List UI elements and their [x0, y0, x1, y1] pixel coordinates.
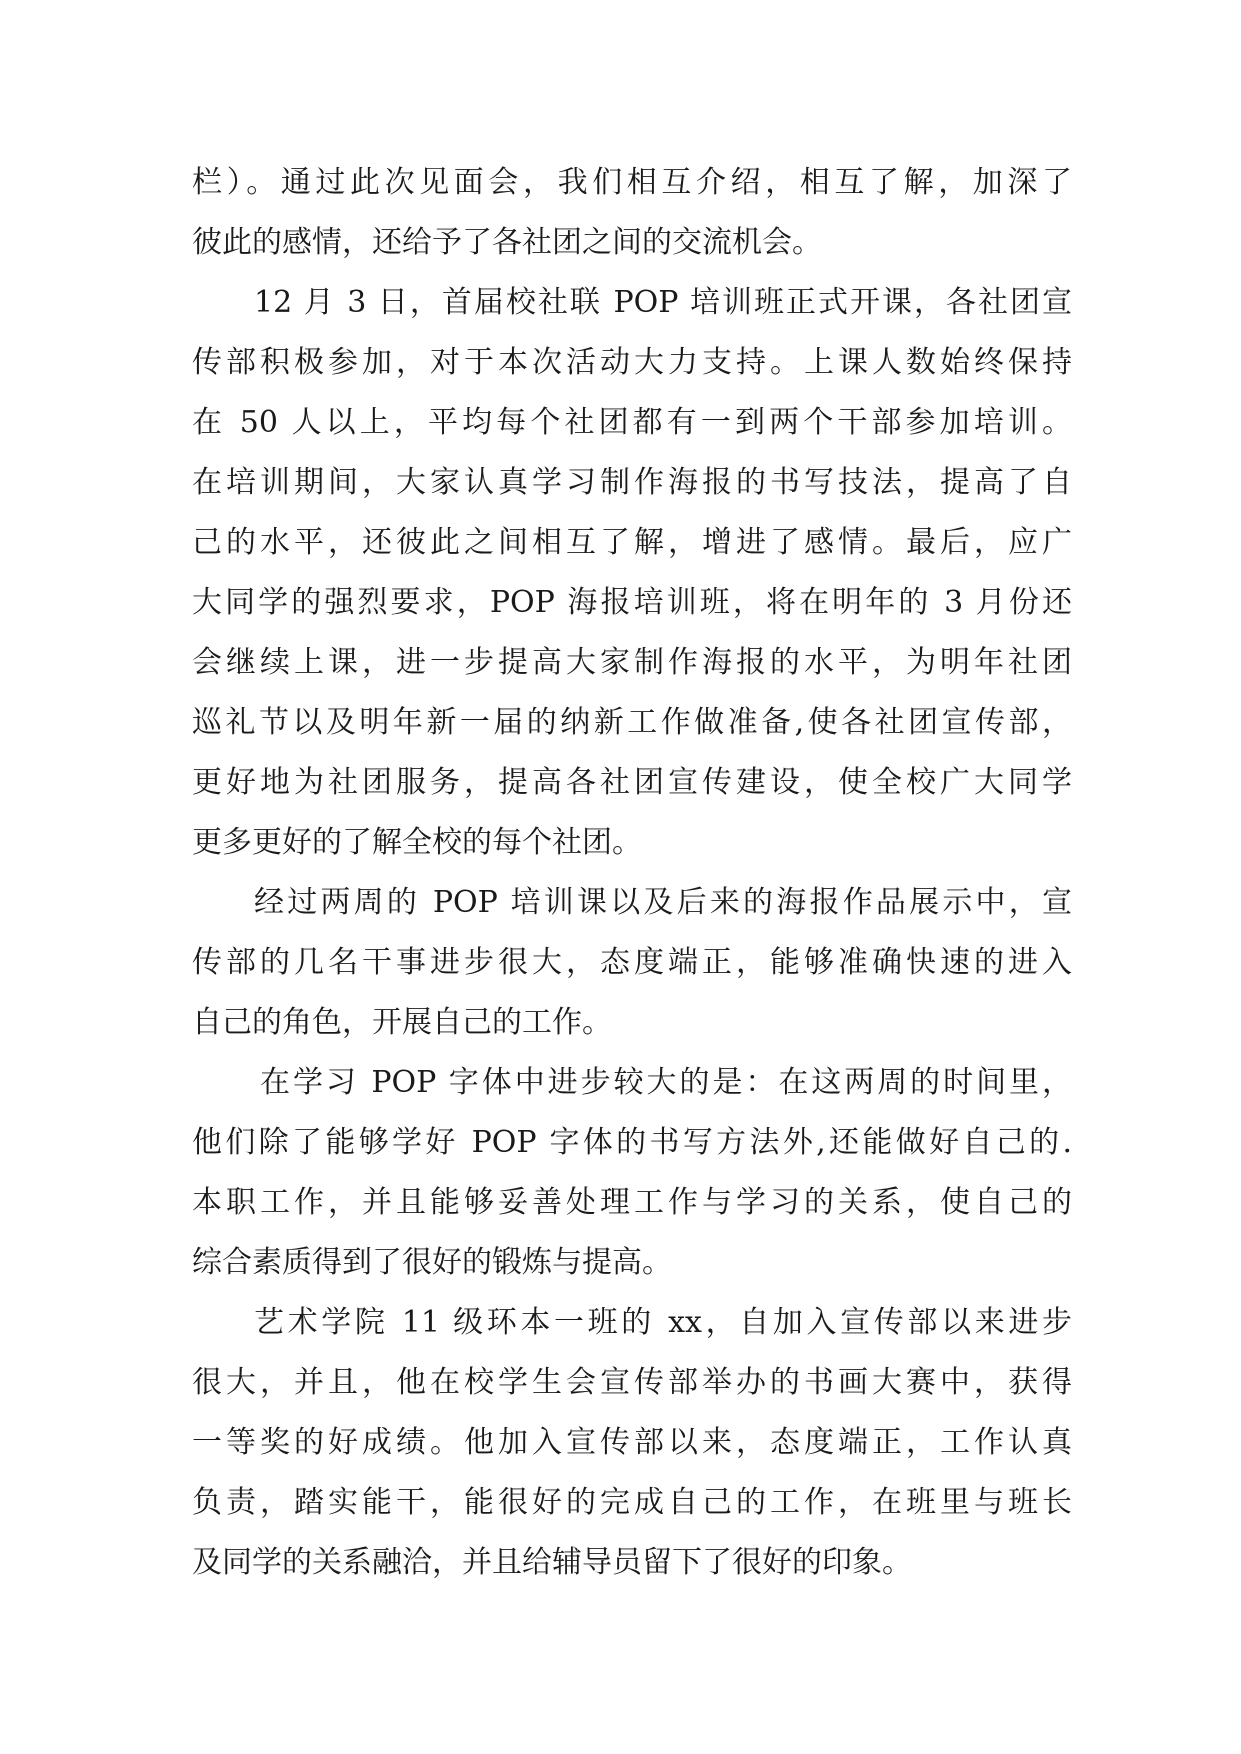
text-line: 在 50 人以上，平均每个社团都有一到两个干部参加培训。	[192, 405, 1072, 440]
text-line: 综合素质得到了很好的锻炼与提高。	[192, 1245, 672, 1280]
document-body	[192, 153, 1072, 1593]
text-line: 负责，踏实能干，能很好的完成自己的工作，在班里与班长	[192, 1485, 1072, 1520]
text-line: 艺术学院 11 级环本一班的 xx，自加入宣传部以来进步	[254, 1305, 1072, 1340]
text-line: 在培训期间，大家认真学习制作海报的书写技法，提高了自	[192, 465, 1072, 500]
text-line: 12 月 3 日，首届校社联 POP 培训班正式开课，各社团宣	[254, 285, 1072, 320]
text-line: 传部积极参加，对于本次活动大力支持。上课人数始终保持	[192, 345, 1072, 380]
text-line: 巡礼节以及明年新一届的纳新工作做准备,使各社团宣传部，	[192, 705, 1072, 740]
text-line: 很大，并且，他在校学生会宣传部举办的书画大赛中，获得	[192, 1365, 1072, 1400]
text-line: 栏）。通过此次见面会，我们相互介绍，相互了解，加深了	[192, 165, 1072, 200]
text-line: 大同学的强烈要求，POP 海报培训班，将在明年的 3 月份还	[192, 585, 1072, 620]
text-line: 及同学的关系融洽，并且给辅导员留下了很好的印象。	[192, 1545, 912, 1580]
text-line: 更好地为社团服务，提高各社团宣传建设，使全校广大同学	[192, 765, 1072, 800]
text-line: 本职工作，并且能够妥善处理工作与学习的关系，使自己的	[192, 1185, 1072, 1220]
text-line: 彼此的感情，还给予了各社团之间的交流机会。	[192, 225, 822, 260]
text-line: 在学习 POP 字体中进步较大的是：在这两周的时间里，	[260, 1065, 1072, 1100]
text-line: 更多更好的了解全校的每个社团。	[192, 825, 642, 860]
text-line: 经过两周的 POP 培训课以及后来的海报作品展示中，宣	[254, 885, 1072, 920]
text-line: 会继续上课，进一步提高大家制作海报的水平，为明年社团	[192, 645, 1072, 680]
text-line: 自己的角色，开展自己的工作。	[192, 1005, 612, 1040]
text-line: 他们除了能够学好 POP 字体的书写方法外,还能做好自己的.	[192, 1125, 1072, 1160]
text-line: 己的水平，还彼此之间相互了解，增进了感情。最后，应广	[192, 525, 1072, 560]
text-line: 一等奖的好成绩。他加入宣传部以来，态度端正，工作认真	[192, 1425, 1072, 1460]
text-line: 传部的几名干事进步很大，态度端正，能够准确快速的进入	[192, 945, 1072, 980]
